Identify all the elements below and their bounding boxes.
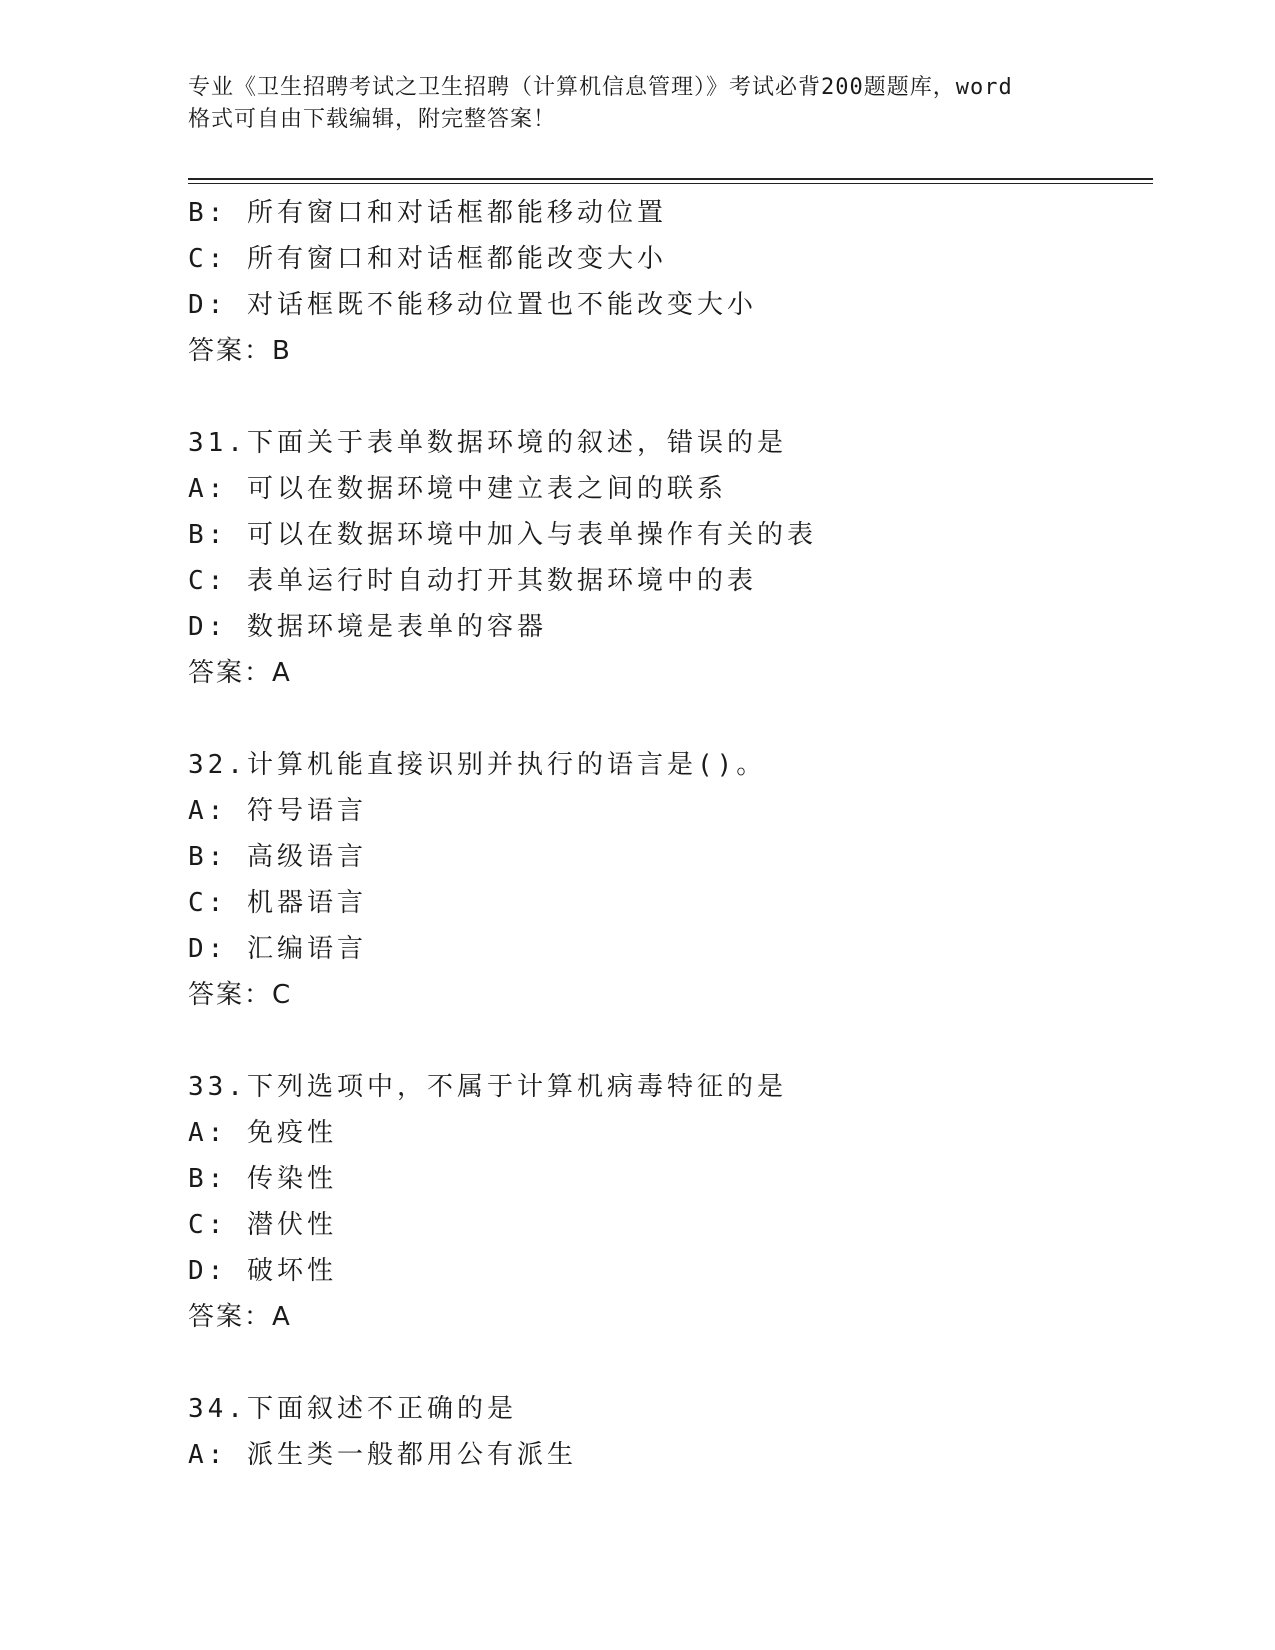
- header-divider-top: [188, 178, 1153, 180]
- option-a: A: 可以在数据环境中建立表之间的联系: [188, 474, 727, 504]
- option-a: A: 派生类一般都用公有派生: [188, 1440, 577, 1470]
- header-divider-bottom: [188, 183, 1153, 184]
- question-34: [188, 1386, 1148, 1478]
- question-stem: 34.下面叙述不正确的是: [188, 1394, 517, 1424]
- question-32: [188, 742, 1148, 1018]
- question-31: [188, 420, 1148, 696]
- answer-line: 答案：B: [188, 336, 292, 366]
- option-d: D: 数据环境是表单的容器: [188, 612, 547, 642]
- option-b: B: 传染性: [188, 1164, 337, 1194]
- document-header: [188, 72, 1088, 136]
- question-stem: 32.计算机能直接识别并执行的语言是()。: [188, 750, 767, 780]
- header-line-2: 格式可自由下载编辑，附完整答案！: [188, 107, 557, 132]
- option-d: D: 破坏性: [188, 1256, 337, 1286]
- question-30-tail: [188, 190, 1148, 374]
- option-c: C: 机器语言: [188, 888, 367, 918]
- option-a: A: 符号语言: [188, 796, 367, 826]
- option-c: C: 潜伏性: [188, 1210, 337, 1240]
- option-b: B: 高级语言: [188, 842, 367, 872]
- question-33: [188, 1064, 1148, 1340]
- option-c: C: 表单运行时自动打开其数据环境中的表: [188, 566, 757, 596]
- option-d: D: 汇编语言: [188, 934, 367, 964]
- header-line-1: 专业《卫生招聘考试之卫生招聘（计算机信息管理）》考试必背200题题库，word: [188, 75, 1013, 100]
- question-list: [188, 190, 1148, 1478]
- question-stem: 33.下列选项中，不属于计算机病毒特征的是: [188, 1072, 787, 1102]
- answer-line: 答案：A: [188, 658, 292, 688]
- question-stem: 31.下面关于表单数据环境的叙述，错误的是: [188, 428, 787, 458]
- option-b: B: 所有窗口和对话框都能移动位置: [188, 198, 667, 228]
- answer-line: 答案：A: [188, 1302, 292, 1332]
- option-d: D: 对话框既不能移动位置也不能改变大小: [188, 290, 757, 320]
- answer-line: 答案：C: [188, 980, 293, 1010]
- option-b: B: 可以在数据环境中加入与表单操作有关的表: [188, 520, 817, 550]
- option-c: C: 所有窗口和对话框都能改变大小: [188, 244, 667, 274]
- option-a: A: 免疫性: [188, 1118, 337, 1148]
